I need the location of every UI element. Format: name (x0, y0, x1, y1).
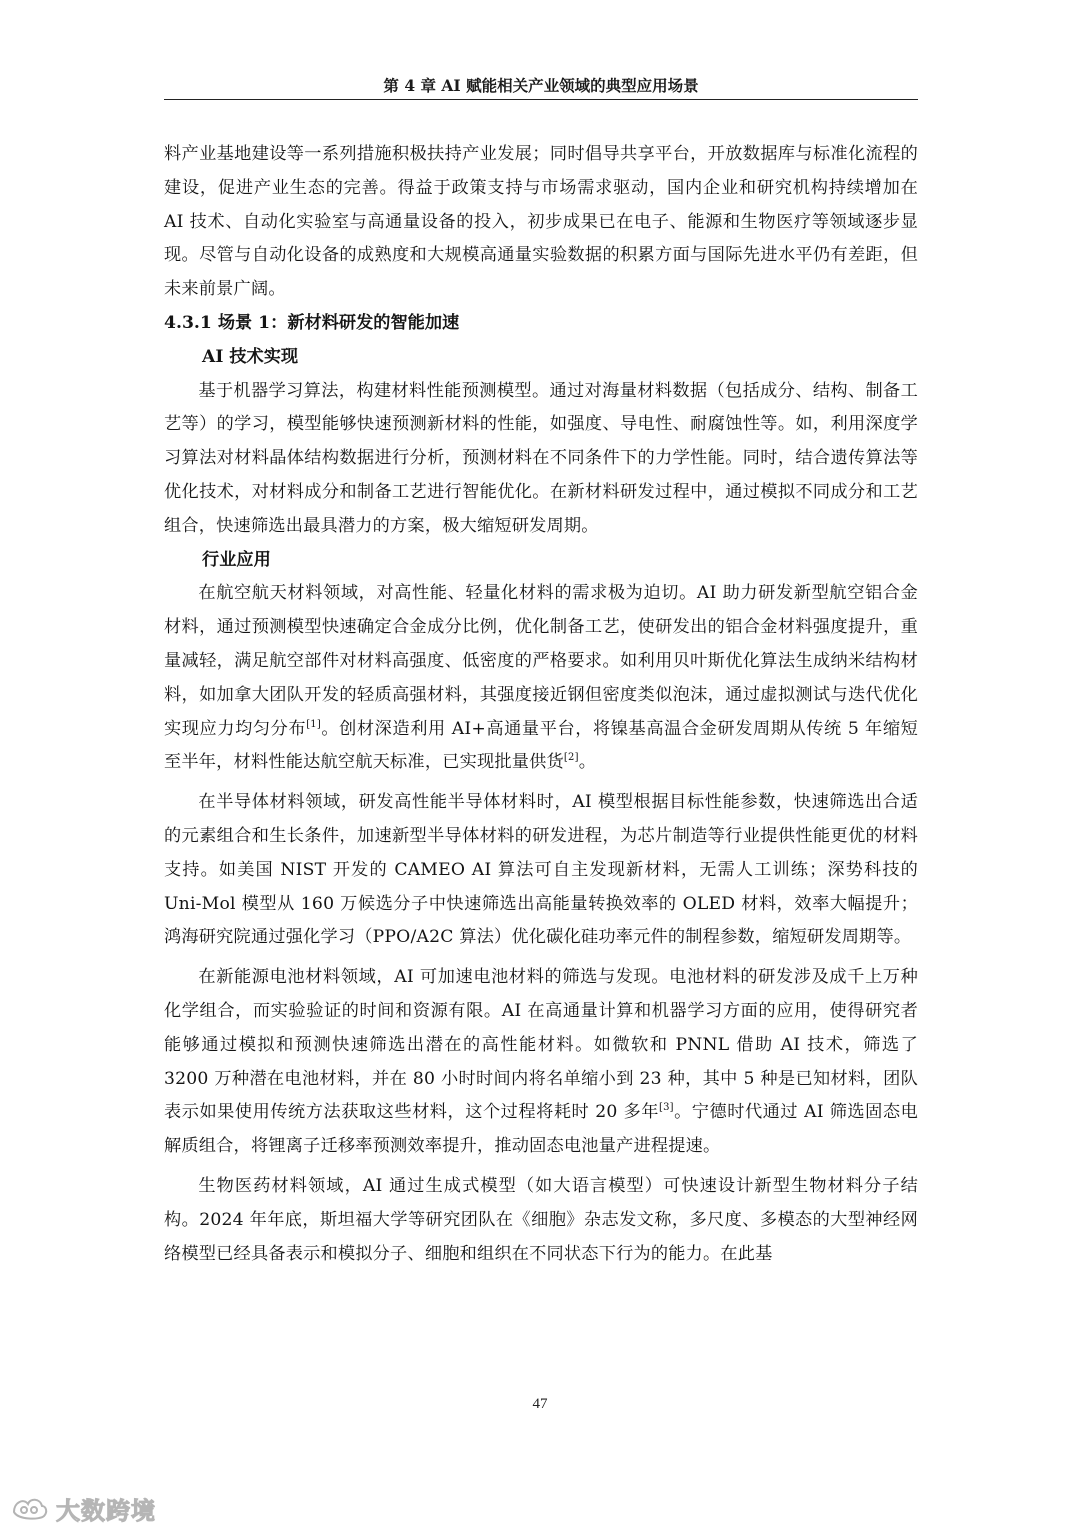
paragraph-semiconductor: 在半导体材料领域，研发高性能半导体材料时，AI 模型根据目标性能参数，快速筛选出合适的元素组合和生长条件，加速新型半导体材料的研发进程，为芯片制造等行业提供性能更优的材料支持。如美国 NIST 开发的 CAMEO AI 算法可自主发现新材料，无需人工训练；深势科技的 Uni-Mol 模型从 160 万候选分子中快速筛选出高能量转换效率的 OLED 材料，效率大幅提升；鸿海研究院通过强化学习（PPO/A2C 算法）优化碳化硅功率元件的制程参数，缩短研发周期等。 (164, 792, 918, 948)
paragraph-battery-part1: 在新能源电池材料领域，AI 可加速电池材料的筛选与发现。电池材料的研发涉及成千上万种化学组合，而实验验证的时间和资源有限。AI 在高通量计算和机器学习方面的应用，使得研究者能够通过模拟和预测快速筛选出潜在的高性能材料。如微软和 PNNL 借助 AI 技术，筛选了 3200 万种潜在电池材料，并在 80 小时时间内将名单缩小到 23 种，其中 5 种是已知材料，团队表示如果使用传统方法获取这些材料，这个过程将耗时 20 多年 (164, 967, 918, 1123)
chapter-title: 第 4 章 AI 赋能相关产业领域的典型应用场景 (383, 76, 699, 95)
subtitle-industry-application: 行业应用 (202, 549, 271, 570)
paragraph-ai-technology: 基于机器学习算法，构建材料性能预测模型。通过对海量材料数据（包括成分、结构、制备工艺等）的学习，模型能够快速预测新材料的性能，如强度、导电性、耐腐蚀性等。如，利用深度学习算法对材料晶体结构数据进行分析，预测材料在不同条件下的力学性能。同时，结合遗传算法等优化技术，对材料成分和制备工艺进行智能优化。在新材料研发过程中，通过模拟不同成分和工艺组合，快速筛选出最具潜力的方案，极大缩短研发周期。 (164, 380, 918, 536)
section-title: 4.3.1 场景 1：新材料研发的智能加速 (164, 312, 460, 333)
reference-2: [2] (563, 752, 579, 764)
paragraph-biomedical: 生物医药材料领域，AI 通过生成式模型（如大语言模型）可快速设计新型生物材料分子结构。2024 年年底，斯坦福大学等研究团队在《细胞》杂志发文称，多尺度、多模态的大型神经网络模型已经具备表示和模拟分子、细胞和组织在不同状态下行为的能力。在此基 (164, 1175, 918, 1264)
paragraph-aerospace-part2: 。创材深造利用 AI+高通量平台，将镍基高温合金研发周期从传统 5 年缩短至半年，材料性能达航空航天标准，已实现批量供货 (164, 718, 918, 773)
reference-3: [3] (658, 1102, 674, 1114)
intro-paragraph: 料产业基地建设等一系列措施积极扶持产业发展；同时倡导共享平台，开放数据库与标准化流程的建设，促进产业生态的完善。得益于政策支持与市场需求驱动，国内企业和研究机构持续增加在 AI 技术、自动化实验室与高通量设备的投入，初步成果已在电子、能源和生物医疗等领域逐步显现。尽管与自动化设备的成熟度和大规模高通量实验数据的积累方面与国际先进水平仍有差距，但未来前景广阔。 (164, 144, 918, 300)
page-body (164, 138, 918, 1271)
watermark-logo-icon (10, 1492, 50, 1524)
paragraph-battery (164, 961, 918, 1164)
paragraph-aerospace (164, 577, 918, 780)
paragraph-aerospace-part1: 在航空航天材料领域，对高性能、轻量化材料的需求极为迫切。AI 助力研发新型航空铝合金材料，通过预测模型快速确定合金成分比例，优化制备工艺，使研发出的铝合金材料强度提升，重量减轻，满足航空部件对材料高强度、低密度的严格要求。如利用贝叶斯优化算法生成纳米结构材料，如加拿大团队开发的轻质高强材料，其强度接近钢但密度类似泡沫，通过虚拟测试与迭代优化实现应力均匀分布 (164, 583, 918, 739)
subtitle-ai-technology: AI 技术实现 (202, 346, 299, 367)
header-rule (164, 99, 918, 100)
paragraph-battery-part2: 。宁德时代通过 AI 筛选固态电解质组合，将锂离子迁移率预测效率提升，推动固态电池量产进程提速。 (164, 1102, 918, 1157)
page-number: 47 (532, 1396, 548, 1412)
reference-1: [1] (306, 718, 321, 730)
paragraph-aerospace-part3: 。 (578, 752, 597, 773)
watermark-text: 大数跨境 (56, 1496, 156, 1525)
watermark (10, 1488, 156, 1528)
